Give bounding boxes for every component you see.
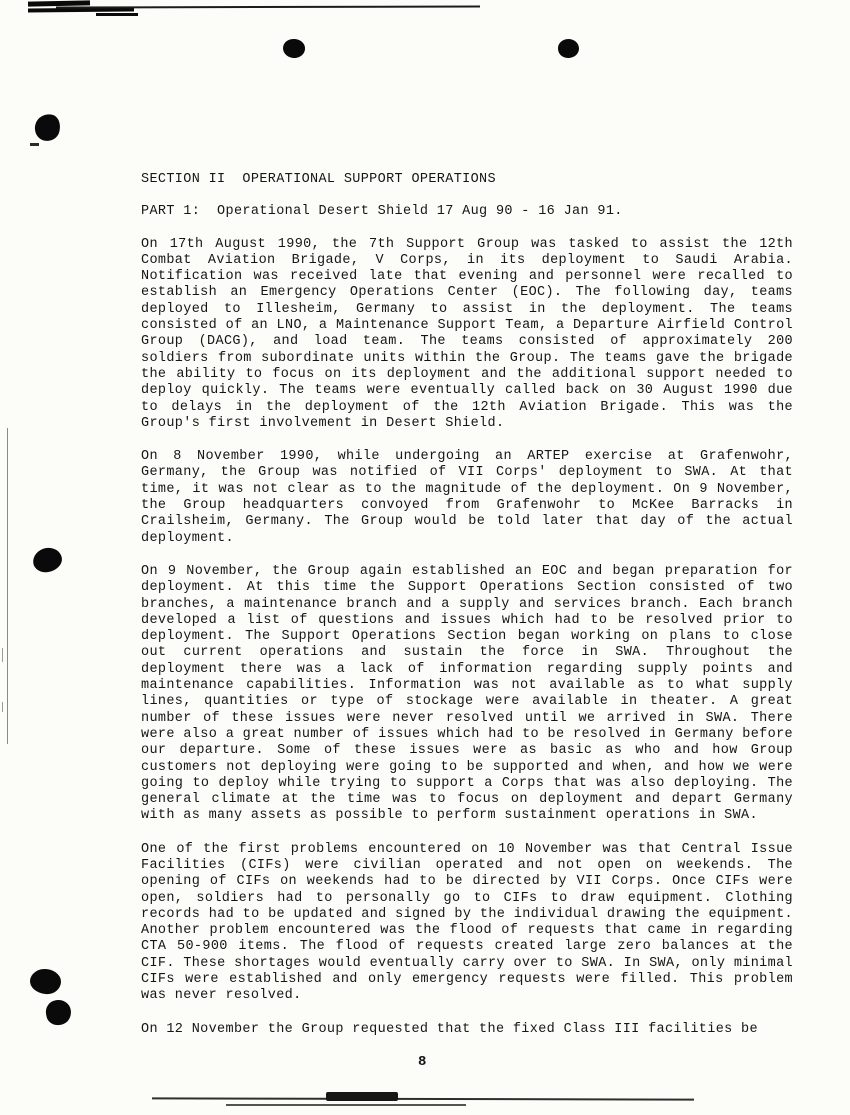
scan-artifact-bottom-smudge bbox=[326, 1092, 398, 1101]
ink-speck-top-left bbox=[30, 143, 39, 146]
paragraph-4: One of the first problems encountered on 10 November was that Central Issue Facilities (CIFs) were civilian operated and not open on weekends. The opening of CIFs on weekends had to be directed by VII Corps. Once CIFs were open, soldiers had to personally go to CIFs to draw equipment. Clothing records had to be updated and signed by the individual drawing the equipment. Another problem encountered was the flood of requests that came in regarding CTA 50-900 items. The flood of requests created large zero balances at the CIF. These shortages would eventually carry over to SWA. In SWA, only minimal CIFs were established and only emergency requests were filled. This problem was never resolved. bbox=[141, 841, 793, 1004]
page-number: 8 bbox=[418, 1054, 427, 1070]
scan-artifact-left-tick-1 bbox=[2, 648, 3, 662]
ink-blob-bottom-left-lower bbox=[44, 998, 73, 1027]
scan-artifact-top-line bbox=[56, 5, 480, 8]
paragraph-5: On 12 November the Group requested that the fixed Class III facilities be bbox=[141, 1021, 758, 1037]
ink-blob-middle-left bbox=[31, 546, 63, 574]
document-body bbox=[141, 172, 793, 1055]
section-title: SECTION II OPERATIONAL SUPPORT OPERATIONS bbox=[141, 172, 496, 187]
paragraph-3: On 9 November, the Group again established an EOC and began preparation for deployment. At this time the Support Operations Section consisted of two branches, a maintenance branch and a supply and services branch. Each branch developed a list of questions and issues which had to be resolved prior to deployment. The Support Operations Section began working on plans to close out current operations and sustain the force in SWA. Throughout the deployment there was a lack of information regarding supply points and maintenance capabilities. Information was not available as to what supply lines, quantities or type of stockage were available in theater. A great number of these issues were never resolved until we arrived in SWA. There were also a great number of issues which had to be resolved in Germany before our departure. Some of these issues were as basic as who and how Group customers not deploying were going to be supported and when, and how we were going to deploy while trying to support a Corps that was also deploying. The general climate at the time was to focus on deployment and depart Germany with as many assets as possible to perform sustainment operations in SWA. bbox=[141, 563, 793, 824]
scan-artifact-left-tick-2 bbox=[2, 702, 3, 712]
ink-blob-top-left bbox=[32, 111, 63, 143]
scan-artifact-left-margin-line bbox=[7, 428, 8, 744]
scan-artifact-top-bar-3 bbox=[96, 13, 138, 16]
hole-punch-mark-left bbox=[282, 38, 306, 60]
scan-artifact-bottom-line bbox=[152, 1097, 694, 1100]
paragraph-2: On 8 November 1990, while undergoing an ARTEP exercise at Grafenwohr, Germany, the Group was notified of VII Corps' deployment to SWA. At that time, it was not clear as to the magnitude of the deployment. On 9 November, the Group headquarters convoyed from Grafenwohr to McKee Barracks in Crailsheim, Germany. The Group would be told later that day of the actual deployment. bbox=[141, 449, 793, 546]
part-title: PART 1: Operational Desert Shield 17 Aug 90 - 16 Jan 91. bbox=[141, 204, 623, 220]
ink-blob-bottom-left-upper bbox=[29, 967, 62, 995]
paragraph-1: On 17th August 1990, the 7th Support Group was tasked to assist the 12th Combat Aviation Brigade, V Corps, in its deployment to Saudi Arabia. Notification was received late that evening and personnel were recalled to establish an Emergency Operations Center (EOC). The following day, teams deployed to Illesheim, Germany to assist in the deployment. The teams consisted of an LNO, a Maintenance Support Team, a Departure Airfield Control Group (DACG), and load team. The teams consisted of approximately 200 soldiers from subordinate units within the Group. The teams gave the brigade the ability to focus on its deployment and the additional support needed to deploy quickly. The teams were eventually called back on 30 August 1990 due to delays in the deployment of the 12th Aviation Brigade. This was the Group's first involvement in Desert Shield. bbox=[141, 236, 793, 431]
hole-punch-mark-right bbox=[557, 38, 580, 59]
scan-artifact-bottom-line-2 bbox=[226, 1104, 466, 1106]
